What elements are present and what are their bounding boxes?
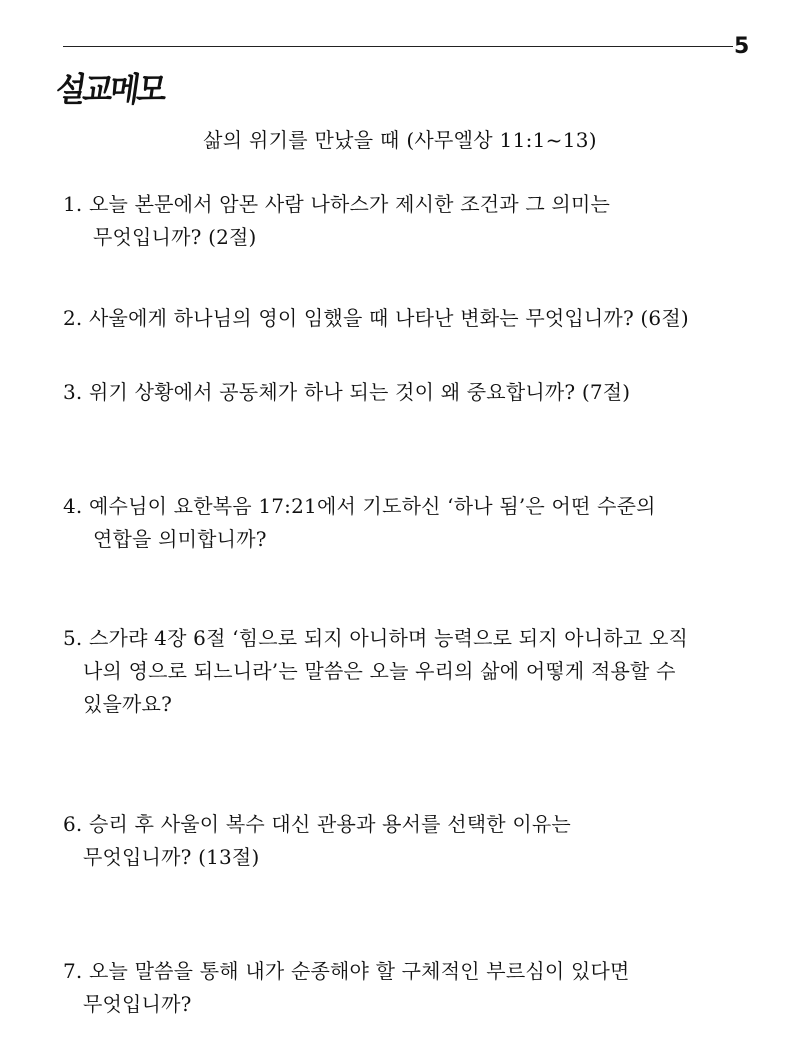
question-line: 7. 오늘 말씀을 통해 내가 순종해야 할 구체적인 부르심이 있다면 xyxy=(63,959,630,983)
question-7 xyxy=(63,955,630,1021)
question-line: 2. 사울에게 하나님의 영이 임했을 때 나타난 변화는 무엇입니까? (6절) xyxy=(63,306,689,330)
question-line: 3. 위기 상황에서 공동체가 하나 되는 것이 왜 중요합니까? (7절) xyxy=(63,380,631,404)
question-6 xyxy=(63,808,571,874)
question-line: 무엇입니까? (13절) xyxy=(83,845,260,869)
question-line: 무엇입니까? xyxy=(83,992,192,1016)
question-2 xyxy=(63,302,689,335)
sermon-memo-logo: 설교메모 xyxy=(53,70,167,110)
question-line: 1. 오늘 본문에서 암몬 사람 나하스가 제시한 조건과 그 의미는 xyxy=(63,192,610,216)
question-line: 무엇입니까? (2절) xyxy=(93,225,257,249)
question-1 xyxy=(63,188,610,254)
question-4 xyxy=(63,490,656,556)
page-number: 5 xyxy=(734,34,750,59)
question-line: 연합을 의미합니까? xyxy=(93,527,267,551)
question-line: 나의 영으로 되느니라’는 말씀은 오늘 우리의 삶에 어떻게 적용할 수 xyxy=(83,659,676,683)
sermon-title: 삶의 위기를 만났을 때 (사무엘상 11:1~13) xyxy=(203,128,597,152)
question-3 xyxy=(63,376,630,409)
question-line: 4. 예수님이 요한복음 17:21에서 기도하신 ‘하나 됨’은 어떤 수준의 xyxy=(63,494,656,518)
question-line: 있을까요? xyxy=(83,692,173,716)
question-line: 5. 스가랴 4장 6절 ‘힘으로 되지 아니하며 능력으로 되지 아니하고 오직 xyxy=(63,626,688,650)
question-line: 6. 승리 후 사울이 복수 대신 관용과 용서를 선택한 이유는 xyxy=(63,812,571,836)
question-5 xyxy=(63,622,688,721)
header-rule xyxy=(63,46,733,47)
